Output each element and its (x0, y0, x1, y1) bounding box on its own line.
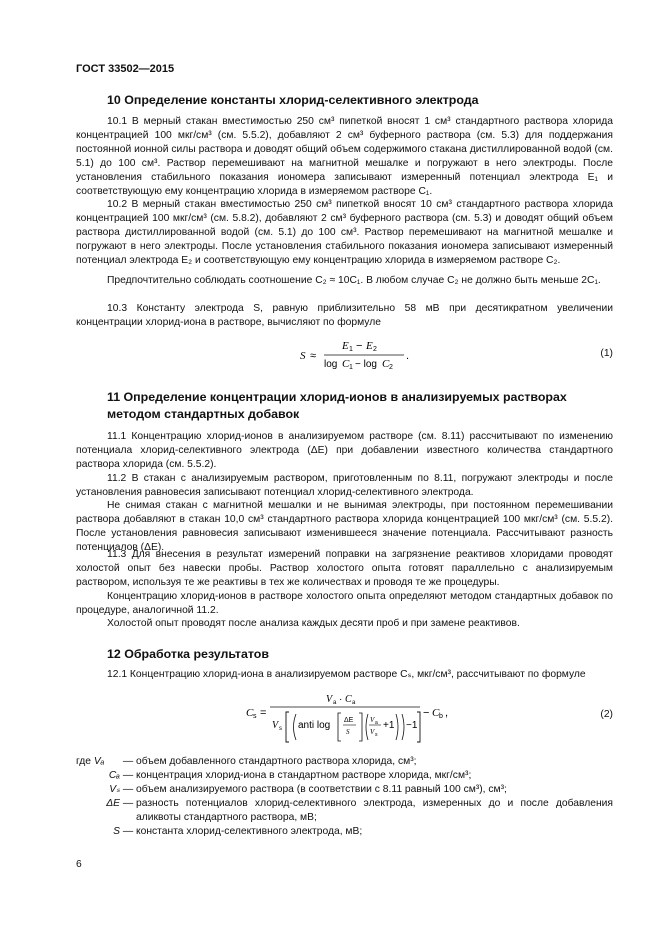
definition-symbol: Cₐ (108, 769, 120, 781)
svg-text:1: 1 (349, 346, 353, 353)
svg-text:·: · (339, 694, 343, 705)
svg-text:s: s (375, 732, 378, 738)
formula-2 (240, 690, 460, 751)
svg-text:−1: −1 (406, 720, 418, 731)
svg-text:C: C (345, 694, 352, 705)
where-word: где Vₐ (76, 756, 105, 767)
svg-text:C: C (382, 358, 390, 370)
symbol-definitions (76, 755, 613, 838)
section-12-title: 12 Обработка результатов (107, 647, 269, 661)
svg-text:=: = (260, 707, 267, 719)
svg-text:S: S (300, 350, 306, 362)
svg-text:V: V (370, 716, 375, 724)
svg-text:V: V (326, 694, 333, 705)
para-10-2-note: Предпочтительно соблюдать соотношение C₂ ≈ 10C₁. В любом случае C₂ не должно быть меньше 2C₁. (107, 275, 601, 286)
standard-header: ГОСТ 33502—2015 (76, 63, 175, 75)
svg-text:E: E (342, 340, 349, 352)
page-number: 6 (76, 859, 82, 870)
svg-text:E: E (366, 340, 373, 352)
para-10-1: 10.1 В мерный стакан вместимостью 250 см³ пипеткой вносят 1 см³ стандартного раствора хлорида концентрацией 100 мкг/см³ (см. 5.5.2), добавляют 2 см³ буферного раствора (см. 5.3) для поддержания постоянной ионной силы раствора и доводят общий объем содержимого стакана дистиллированной водой (см. 5.1) до 100 см³. Раствор перемешивают на магнитной мешалке и погружают в него электроды. После установления стабильного показания иономера записывают измеренный потенциал электрода E₁ и соответствующую ему концентрацию хлорида в измеряемом растворе C₁. (76, 116, 613, 197)
svg-text:s: s (279, 726, 282, 732)
svg-text:b: b (439, 713, 443, 720)
para-11-3-blank: Холостой опыт проводят после анализа каждых десяти проб и при замене реактивов. (107, 618, 520, 629)
definition-row: где Vₐ — объем добавленного стандартного раствора хлорида, см³; (76, 755, 613, 769)
definition-text: константа хлорид-селективного электрода, мВ; (136, 825, 363, 837)
svg-text:C: C (432, 707, 440, 719)
svg-text:V: V (370, 728, 375, 736)
para-11-1: 11.1 Концентрацию хлорид-ионов в анализируемом растворе (см. 8.11) рассчитывают по изменению потенциала хлорид-селективного электрода (ΔE) при добавлении известного количества стандартного раствора хлорида (см. 5.5.2). (76, 431, 613, 470)
definition-text: объем добавленного стандартного раствора хлорида, см³; (136, 756, 417, 767)
formula-2-number: (2) (600, 709, 613, 720)
para-10-3: 10.3 Константу электрода S, равную приблизительно 58 мВ при десятикратном увеличении концентрации хлорид-иона в растворе, вычисляют по формуле (76, 303, 613, 328)
svg-text:anti log: anti log (298, 720, 331, 731)
section-11-title: 11 Определение концентрации хлорид-ионов в анализируемых растворах методом стандартных добавок (107, 390, 567, 421)
para-11-3: 11.3 Для внесения в результат измерений поправки на загрязнение реактивов хлоридами проводят холостой опыт без навески пробы. Раствор холостого опыта готовят параллельно с анализируемым раствором, используя те же реактивы в тех же количествах и проводя те же процедуры. (76, 549, 613, 588)
para-11-2-cont: Не снимая стакан с магнитной мешалки и не вынимая электроды, при постоянном перемешивании раствора добавляют в стакан 10,0 см³ стандартного раствора хлорида концентрацией 100 мкг/см³ (см. 5.5.2). После установления равновесия записывают изменившееся значение потенциала. Рассчитывают разность потенциалов (ΔE). (76, 500, 613, 553)
svg-text:ΔE: ΔE (344, 717, 354, 724)
svg-text:−: − (356, 340, 363, 352)
svg-text:2: 2 (389, 364, 393, 371)
formula-1 (300, 337, 440, 374)
svg-text:≈: ≈ (310, 350, 317, 362)
definition-text: разность потенциалов хлорид-селективного электрода, измеренных до и после добавления аликвоты стандартного раствора, мВ; (136, 797, 613, 823)
para-10-2: 10.2 В мерный стакан вместимостью 250 см³ пипеткой вносят 10 см³ стандартного раствора хлорида концентрацией 100 мкг/см³ (см. 5.8.2), добавляют 2 см³ буферного раствора (см. 5.3) и доводят общий объем раствора дистиллированной водой (см. 5.1) до 100 см³. Раствор перемешивают на магнитной мешалке и погружают в него электроды. После установления стабильного показания иономера записывают измеренный потенциал электрода E₂ и соответствующую ему концентрацию хлорида в измеряемом растворе C₂. (76, 199, 613, 266)
svg-text:s: s (253, 713, 257, 720)
formula-2-graphic (240, 690, 460, 748)
formula-1-number: (1) (600, 348, 613, 359)
definition-row: Vₛ — объем анализируемого раствора (в соответствии с 8.11 равный 100 см³), см³; (76, 783, 613, 797)
svg-text:C: C (342, 358, 350, 370)
svg-text:−: − (423, 707, 430, 719)
section-10-title: 10 Определение константы хлорид-селективного электрода (107, 93, 479, 107)
definition-text: объем анализируемого раствора (в соответствии с 8.11 равный 100 см³), см³; (136, 783, 507, 795)
para-11-3-cont: Концентрацию хлорид-ионов в растворе холостого опыта определяют методом стандартных добавок по процедуре, аналогичной 11.2. (76, 591, 613, 616)
definition-symbol: ΔE (106, 797, 120, 809)
svg-text:2: 2 (373, 346, 377, 353)
svg-text:a: a (375, 720, 378, 726)
definition-symbol: S (113, 825, 120, 837)
svg-text:S: S (346, 728, 350, 736)
definition-symbol: Vₛ (109, 783, 120, 795)
svg-text:1: 1 (349, 364, 353, 371)
para-11-2: 11.2 В стакан с анализируемым раствором, приготовленным по 8.11, погружают электроды и после установления равновесия записывают потенциал хлорид-селективного электрода. (76, 473, 613, 498)
svg-text:+1: +1 (383, 720, 395, 731)
definition-text: концентрация хлорид-иона в стандартном растворе хлорида, мкг/см³; (136, 769, 472, 781)
para-12-1: 12.1 Концентрацию хлорид-иона в анализируемом растворе Cₛ, мкг/см³, рассчитывают по формуле (107, 669, 586, 680)
definition-row: Cₐ — концентрация хлорид-иона в стандартном растворе хлорида, мкг/см³; (76, 769, 613, 783)
definition-row: S — константа хлорид-селективного электрода, мВ; (76, 825, 613, 839)
svg-text:V: V (272, 720, 279, 731)
svg-text:log: log (324, 359, 338, 370)
svg-text:− log: − log (355, 359, 377, 370)
formula-1-graphic (300, 337, 440, 371)
svg-text:a: a (352, 700, 356, 706)
svg-text:.: . (406, 350, 410, 362)
definition-row: ΔE — разность потенциалов хлорид-селективного электрода, измеренных до и после добавления аликвоты стандартного раствора, мВ; (76, 797, 613, 825)
svg-text:C: C (246, 707, 254, 719)
svg-text:,: , (445, 707, 449, 719)
svg-text:a: a (333, 700, 337, 706)
